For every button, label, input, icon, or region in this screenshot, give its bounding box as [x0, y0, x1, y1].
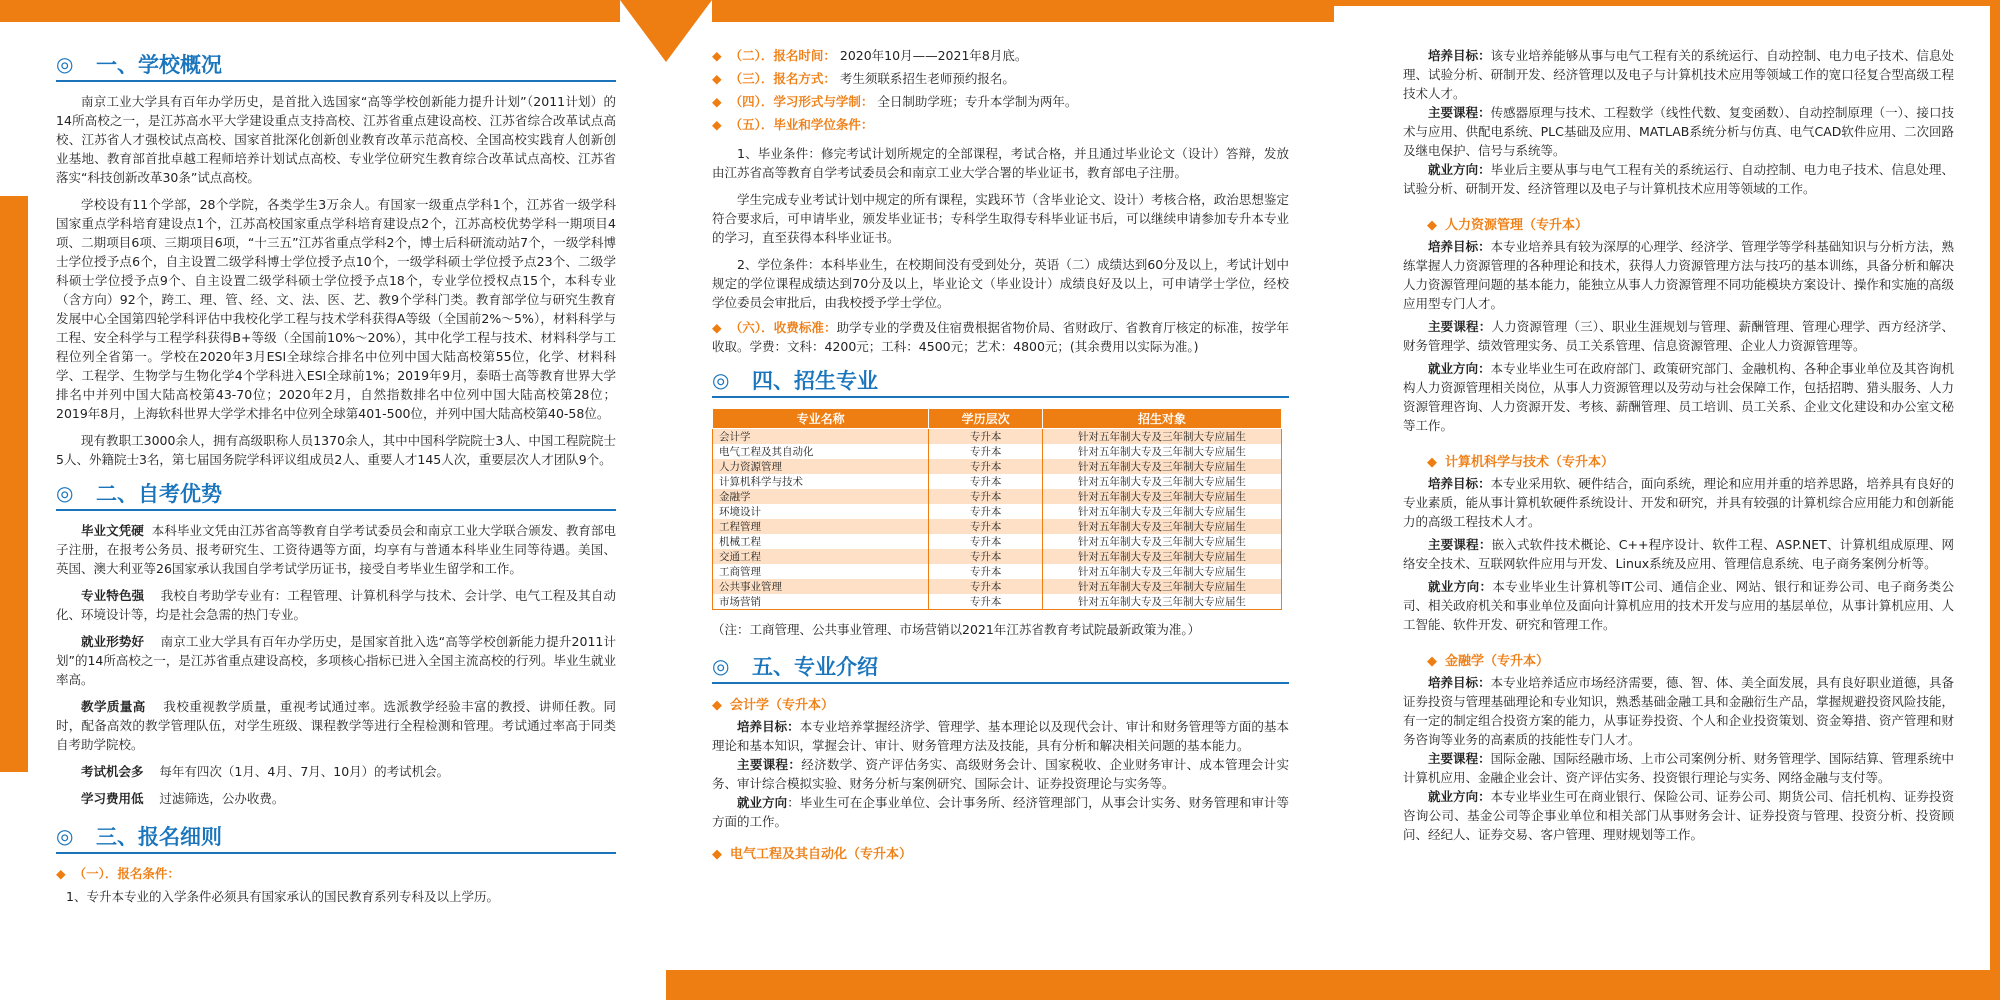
paragraph: 学生完成专业考试计划中规定的所有课程，实践环节（含毕业论文、设计）考核合格，政治思想鉴定符合要求后，可申请毕业，颁发毕业证书；专科学生取得专科毕业证书后，可以继续申请参加专升本专业的学习，直至获得本科毕业证书。 [712, 192, 1289, 245]
table-note: （注：工商管理、公共事业管理、市场营销以2021年江苏省教育考试院最新政策为准。） [712, 622, 1201, 637]
detail-text: 本专业培养适应市场经济需要，德、智、体、美全面发展，具有良好职业道德，具备证券投资与管理基础理论和专业知识，熟悉基础金融工具和金融衍生产品，掌握规避投资风险技能，有一定的制定组合投资方案的能力，从事证券投资、个人和企业投资策划、资金筹措、资产管理和财务咨询等业务的高素质的技能性专门人才。 [1403, 675, 1954, 747]
major-detail [1403, 160, 1954, 198]
info-item [712, 92, 1289, 111]
major-detail [1403, 46, 1954, 103]
info-value: 助学专业的学费及住宿费根据省物价局、省财政厅、省教育厅核定的标准，按学年收取。学费：文科：4200元；工科：4500元；艺术：4800元；(其余费用以实际为准。) [712, 320, 1289, 354]
diamond-bullet-icon: ◆ [712, 94, 722, 109]
detail-key: 就业方向： [1428, 162, 1491, 177]
target-cell: 针对五年制大专及三年制大专应届生 [1043, 504, 1282, 519]
detail-text: 毕业后主要从事与电气工程有关的系统运行、自动控制、电力电子技术、信息处理、试验分析、研制开发、经济管理以及电子与计算机技术应用等领域的工作。 [1403, 162, 1954, 196]
paragraph: 2、学位条件：本科毕业生，在校期间没有受到处分，英语（二）成绩达到60分及以上，考试计划中规定的学位课程成绩达到70分及以上，毕业论文（毕业设计）成绩良好及以上，可申请学士学位，经校学位委员会审批后，由我校授予学士学位。 [712, 257, 1289, 310]
major-detail [1403, 787, 1954, 844]
paragraph: 现有教职工3000余人，拥有高级职称人员1370余人，其中中国科学院院士3人、中国工程院院士5人、外籍院士3名，第七届国务院学科评议组成员2人、重要人才145人次，重要层次人才团队9个。 [56, 433, 616, 467]
major-name-cell: 电气工程及其自动化 [713, 444, 929, 459]
registration-condition-heading [56, 864, 616, 883]
info-key: （五）．毕业和学位条件： [729, 117, 874, 132]
circle-bullet-icon: ◎ [712, 368, 730, 392]
subheading-text: （一）．报名条件： [73, 866, 180, 881]
major-name-cell: 公共事业管理 [713, 579, 929, 594]
advantage-key: 学习费用低 [81, 791, 144, 806]
info-value: 2020年10月——2021年8月底。 [839, 48, 1028, 63]
info-key: （三）．报名方式： [729, 71, 836, 86]
circle-bullet-icon: ◎ [712, 654, 730, 678]
level-cell: 专升本 [929, 489, 1043, 504]
detail-text: ：毕业生可在企事业单位、会计事务所、经济管理部门，从事会计实务、财务管理和审计等方面的工作。 [712, 795, 1289, 829]
advantage-item [56, 762, 616, 781]
advantage-item [56, 789, 616, 808]
advantage-key: 专业特色强 [81, 588, 145, 603]
table-row [713, 474, 1282, 489]
detail-key: 主要课程： [737, 757, 802, 772]
detail-text: 经济数学、资产评估务实、高级财务会计、国家税收、企业财务审计、成本管理会计实务、审计综合模拟实验、财务分析与案例研究、国际会计、证券投资理论与实务等。 [712, 757, 1289, 791]
major-detail [1403, 673, 1954, 749]
advantage-text: 过滤筛选，公办收费。 [159, 791, 285, 806]
table-row [713, 594, 1282, 610]
table-body [713, 429, 1282, 610]
table-row [713, 459, 1282, 474]
detail-key: 主要课程： [1428, 105, 1491, 120]
target-cell: 针对五年制大专及三年制大专应届生 [1043, 459, 1282, 474]
level-cell: 专升本 [929, 474, 1043, 489]
left-panel [0, 0, 666, 1000]
detail-key: 培养目标： [1428, 48, 1491, 63]
majors-table [712, 408, 1282, 610]
diamond-bullet-icon: ◆ [712, 117, 722, 132]
target-cell: 针对五年制大专及三年制大专应届生 [1043, 564, 1282, 579]
diamond-bullet-icon: ◆ [1427, 654, 1437, 669]
detail-key: 就业方向： [1428, 789, 1491, 804]
circle-bullet-icon: ◎ [56, 481, 74, 505]
section-heading-registration [56, 820, 616, 854]
major-name-cell: 金融学 [713, 489, 929, 504]
diamond-bullet-icon: ◆ [712, 698, 722, 713]
table-row [713, 564, 1282, 579]
section-title: 二、自考优势 [96, 482, 222, 506]
info-item [712, 69, 1289, 88]
major-title: 计算机科学与技术（专升本） [1445, 455, 1615, 470]
detail-text: 该专业培养能够从事与电气工程有关的系统运行、自动控制、电力电子技术、信息处理、试验分析、研制开发、经济管理以及电子与计算机技术应用等领域工作的宽口径复合型高级工程技术人才。 [1403, 48, 1954, 101]
detail-text: 本专业培养掌握经济学、管理学、基本理论以及现代会计、审计和财务管理等方面的基本理论和基本知识，掌握会计、审计、财务管理方法及技能，具有分析和解决相关问题的基本能力。 [712, 719, 1289, 753]
section-title: 一、学校概况 [96, 53, 222, 77]
target-cell: 针对五年制大专及三年制大专应届生 [1043, 534, 1282, 549]
circle-bullet-icon: ◎ [56, 824, 74, 848]
detail-key: 主要课程： [1428, 319, 1492, 334]
info-item [712, 46, 1289, 65]
detail-text: 传感器原理与技术、工程数学（线性代数、复变函数）、自动控制原理（一）、接口技术与应用、供配电系统、PLC基础及应用、MATLAB系统分析与仿真、电气CAD软件应用、二次回路及继电保护、信号与系统等。 [1403, 105, 1954, 158]
advantage-item [56, 697, 616, 754]
major-name-cell: 计算机科学与技术 [713, 474, 929, 489]
diamond-bullet-icon: ◆ [1427, 218, 1437, 233]
section-heading-majors [712, 364, 1289, 398]
major-name-cell: 工商管理 [713, 564, 929, 579]
table-row [713, 519, 1282, 534]
detail-key: 培养目标： [737, 719, 800, 734]
target-cell: 针对五年制大专及三年制大专应届生 [1043, 489, 1282, 504]
info-value: 考生须联系招生老师预约报名。 [839, 71, 1015, 86]
info-key: （六）．收费标准： [729, 320, 837, 335]
detail-text: 本专业毕业生计算机等IT公司、通信企业、网站、银行和证券公司、电子商务类公司、相关政府机关和事业单位及面向计算机应用的技术开发与应用的基层单位，从事计算机应用、人工智能、软件开发、研究和管理工作。 [1403, 579, 1954, 632]
major-title: 金融学（专升本） [1445, 654, 1550, 669]
target-cell: 针对五年制大专及三年制大专应届生 [1043, 579, 1282, 594]
major-detail [1403, 535, 1954, 573]
section-heading-advantages [56, 477, 616, 511]
table-row [713, 534, 1282, 549]
major-heading-hr [1403, 214, 1954, 233]
level-cell: 专升本 [929, 594, 1043, 610]
major-title: 人力资源管理（专升本） [1445, 218, 1589, 233]
advantage-key: 教学质量高 [81, 699, 146, 714]
level-cell: 专升本 [929, 429, 1043, 445]
table-header-row [713, 409, 1282, 429]
info-value: 全日制助学班；专升本学制为两年。 [877, 94, 1078, 109]
middle-panel [666, 0, 1333, 1000]
level-cell: 专升本 [929, 534, 1043, 549]
level-cell: 专升本 [929, 579, 1043, 594]
target-cell: 针对五年制大专及三年制大专应届生 [1043, 474, 1282, 489]
circle-bullet-icon: ◎ [56, 52, 74, 76]
advantage-item [56, 586, 616, 624]
fee-item [712, 318, 1289, 356]
detail-key: 培养目标： [1428, 239, 1491, 254]
advantage-text: 本科毕业文凭由江苏省高等教育自学考试委员会和南京工业大学联合颁发、教育部电子注册，在报考公务员、报考研究生、工资待遇等方面，均享有与普通本科毕业生同等待遇。美国、英国、澳大利亚等26国家承认我国自学考试学历证书，接受自考毕业生留学和工作。 [56, 523, 616, 576]
table-row [713, 504, 1282, 519]
paragraph: 南京工业大学具有百年办学历史，是首批入选国家“高等学校创新能力提升计划”（2011计划）的14所高校之一，是江苏高水平大学建设重点支持高校、江苏省重点建设高校、江苏省综合改革试点高校、江苏省人才强校试点高校、国家首批深化创新创业教育改革示范高校、全国高校实践育人创新创业基地、教育部首批卓越工程师培养计划试点高校、专业学位研究生教育综合改革试点高校、江苏省落实“科技创新改革30条”试点高校。 [56, 94, 616, 185]
major-detail [1403, 749, 1954, 787]
advantage-text: 我校重视教学质量，重视考试通过率。选派教学经验丰富的教授、讲师任教。同时，配备高效的教学管理队伍，对学生班级、课程教学等进行全程检测和管理。考试通过率高于同类自考助学院校。 [56, 699, 616, 752]
major-name-cell: 交通工程 [713, 549, 929, 564]
advantage-item [56, 521, 616, 578]
level-cell: 专升本 [929, 519, 1043, 534]
major-detail [712, 793, 1289, 831]
advantage-list [56, 521, 616, 808]
detail-text: 嵌入式软件技术概论、C++程序设计、软件工程、ASP.NET、计算机组成原理、网络安全技术、互联网软件应用与开发、Linux系统及应用、管理信息系统、电子商务案例分析等。 [1403, 537, 1954, 571]
advantage-key: 毕业文凭硬 [81, 523, 144, 538]
column-header: 学历层次 [929, 409, 1043, 429]
section-title: 五、专业介绍 [752, 655, 878, 679]
table-row [713, 444, 1282, 459]
target-cell: 针对五年制大专及三年制大专应届生 [1043, 429, 1282, 445]
major-title: 会计学（专升本） [730, 698, 835, 713]
right-panel [1333, 0, 2000, 1000]
major-name-cell: 人力资源管理 [713, 459, 929, 474]
major-detail [712, 755, 1289, 793]
table-row [713, 579, 1282, 594]
diamond-bullet-icon: ◆ [712, 48, 722, 63]
detail-text: 人力资源管理（三）、职业生涯规划与管理、薪酬管理、管理心理学、西方经济学、财务管理学、绩效管理实务、员工关系管理、信息资源管理、企业人力资源管理等。 [1403, 319, 1954, 353]
major-detail [712, 717, 1289, 755]
advantage-text: 南京工业大学具有百年办学历史，是国家首批入选“高等学校创新能力提升2011计划”的14所高校之一，是江苏省重点建设高校，多项核心指标已进入全国主流高校的行列。毕业生就业率高。 [56, 634, 616, 687]
major-detail [1403, 474, 1954, 531]
level-cell: 专升本 [929, 564, 1043, 579]
diamond-bullet-icon: ◆ [712, 71, 722, 86]
detail-text: 本专业毕业生可在商业银行、保险公司、证券公司、期货公司、信托机构、证券投资咨询公司、基金公司等企事业单位和相关部门从事财务会计、证券投资与管理、投资分析、投资顾问、经纪人、证券交易、客户管理、理财规划等工作。 [1403, 789, 1954, 842]
target-cell: 针对五年制大专及三年制大专应届生 [1043, 519, 1282, 534]
detail-text: 本专业培养具有较为深厚的心理学、经济学、管理学等学科基础知识与分析方法，熟练掌握人力资源管理的各种理论和技术，获得人力资源管理方法与技巧的基本训练，具备分析和解决人力资源管理问题的基本能力，能独立从事人力资源管理不同功能模块方案设计、操作和实施的高级应用型专门人才。 [1403, 239, 1954, 311]
section-heading-intro [712, 650, 1289, 684]
major-heading-finance [1403, 650, 1954, 669]
detail-key: 培养目标： [1428, 476, 1491, 491]
advantage-text: 我校自考助学专业有：工程管理、计算机科学与技术、会计学、电气工程及其自动化、环境设计等，均是社会急需的热门专业。 [56, 588, 616, 622]
diamond-bullet-icon: ◆ [1427, 455, 1437, 470]
major-name-cell: 机械工程 [713, 534, 929, 549]
detail-text: 本专业采用软、硬件结合，面向系统，理论和应用并重的培养思路，培养具有良好的专业素质，能从事计算机软硬件系统设计、开发和研究，并具有较强的计算机综合应用能力和创新能力的高级工程技术人才。 [1403, 476, 1954, 529]
major-heading-cs [1403, 451, 1954, 470]
info-key: （四）．学习形式与学制： [729, 94, 874, 109]
target-cell: 针对五年制大专及三年制大专应届生 [1043, 444, 1282, 459]
major-detail [1403, 577, 1954, 634]
major-name-cell: 环境设计 [713, 504, 929, 519]
target-cell: 针对五年制大专及三年制大专应届生 [1043, 594, 1282, 610]
advantage-key: 就业形势好 [81, 634, 145, 649]
detail-key: 主要课程： [1428, 537, 1492, 552]
info-item [712, 115, 1289, 134]
advantage-text: 每年有四次（1月、4月、7月、10月）的考试机会。 [159, 764, 450, 779]
major-detail [1403, 317, 1954, 355]
detail-key: 培养目标： [1428, 675, 1491, 690]
major-heading-electrical [712, 843, 1289, 862]
detail-key: 就业方向 [737, 795, 788, 810]
advantage-item [56, 632, 616, 689]
diamond-bullet-icon: ◆ [712, 847, 722, 862]
level-cell: 专升本 [929, 504, 1043, 519]
section-title: 三、报名细则 [96, 825, 222, 849]
level-cell: 专升本 [929, 459, 1043, 474]
paragraph: 1、毕业条件：修完考试计划所规定的全部课程，考试合格，并且通过毕业论文（设计）答辩，发放由江苏省高等教育自学考试委员会和南京工业大学合署的毕业证书，教育部电子注册。 [712, 146, 1289, 180]
major-name-cell: 市场营销 [713, 594, 929, 610]
major-detail [1403, 237, 1954, 313]
major-title: 电气工程及其自动化（专升本） [730, 847, 913, 862]
major-heading-accounting [712, 694, 1289, 713]
detail-key: 主要课程： [1428, 751, 1491, 766]
info-key: （二）．报名时间： [729, 48, 836, 63]
major-name-cell: 工程管理 [713, 519, 929, 534]
table-row [713, 429, 1282, 445]
level-cell: 专升本 [929, 549, 1043, 564]
diamond-bullet-icon: ◆ [712, 320, 722, 335]
major-detail [1403, 103, 1954, 160]
detail-text: 本专业毕业生可在政府部门、政策研究部门、金融机构、各种企事业单位及其咨询机构人力资源管理相关岗位，从事人力资源管理以及劳动与社会保障工作，包括招聘、猎头服务、人力资源管理咨询、人力资源开发、考核、薪酬管理、员工培训、员工关系、企业文化建设和办公室文秘等工作。 [1403, 361, 1954, 433]
detail-text: 国际金融、国际经融市场、上市公司案例分析、财务管理学、国际结算、管理系统中计算机应用、金融企业会计、资产评估实务、投资银行理论与实务、网络金融与支付等。 [1403, 751, 1954, 785]
diamond-bullet-icon: ◆ [56, 866, 66, 881]
section-heading-school [56, 48, 616, 82]
table-row [713, 489, 1282, 504]
detail-key: 就业方向： [1428, 579, 1493, 594]
column-header: 专业名称 [713, 409, 929, 429]
column-header: 招生对象 [1043, 409, 1282, 429]
level-cell: 专升本 [929, 444, 1043, 459]
table-row [713, 549, 1282, 564]
advantage-key: 考试机会多 [81, 764, 144, 779]
target-cell: 针对五年制大专及三年制大专应届生 [1043, 549, 1282, 564]
paragraph: 1、专升本专业的入学条件必须具有国家承认的国民教育系列专科及以上学历。 [66, 889, 499, 904]
major-detail [1403, 359, 1954, 435]
detail-key: 就业方向： [1428, 361, 1491, 376]
paragraph: 学校设有11个学部，28个学院，各类学生3万余人。有国家一级重点学科1个，江苏省一级学科国家重点学科培育建设点1个，江苏高校国家重点学科培育建设点2个，江苏高校优势学科一期项目4项、二期项目6项、三期项目6项，“十三五”江苏省重点学科2个，博士后科研流动站7个，一级学科博士学位授予点6个，自主设置二级学科博士学位授予点10个，一级学科硕士学位授予点23个、二级学科硕士学位授予点9个、自主设置二级学科硕士学位授予点18个，专业学位授权点15个，本科专业（含方向）92个，跨工、理、管、经、文、法、医、艺、教9个学科门类。教育部学位与研究生教育发展中心全国第四轮学科评估中我校化学工程与技术学科获得A等级（全国前2%～5%），材料科学与工程、安全科学与工程学科获得B+等级（全国前10%～20%），其中化学工程与技术、材料科学与工程位列全省第一。学校在2020年3月ESI全球综合排名中位列中国大陆高校第55位，化学、材料科学、工程学、生物学与生物化学4个学科进入ESI全球前1%；2019年9月，泰晤士高等教育世界大学排名中并列中国大陆高校第43-70位；2020年2月，自然指数排名中位列中国大陆高校第28位；2019年8月，上海软科世界大学学术排名中位列全球第401-500位，并列中国大陆高校第40-58位。 [56, 197, 616, 421]
major-name-cell: 会计学 [713, 429, 929, 445]
section-title: 四、招生专业 [752, 369, 878, 393]
